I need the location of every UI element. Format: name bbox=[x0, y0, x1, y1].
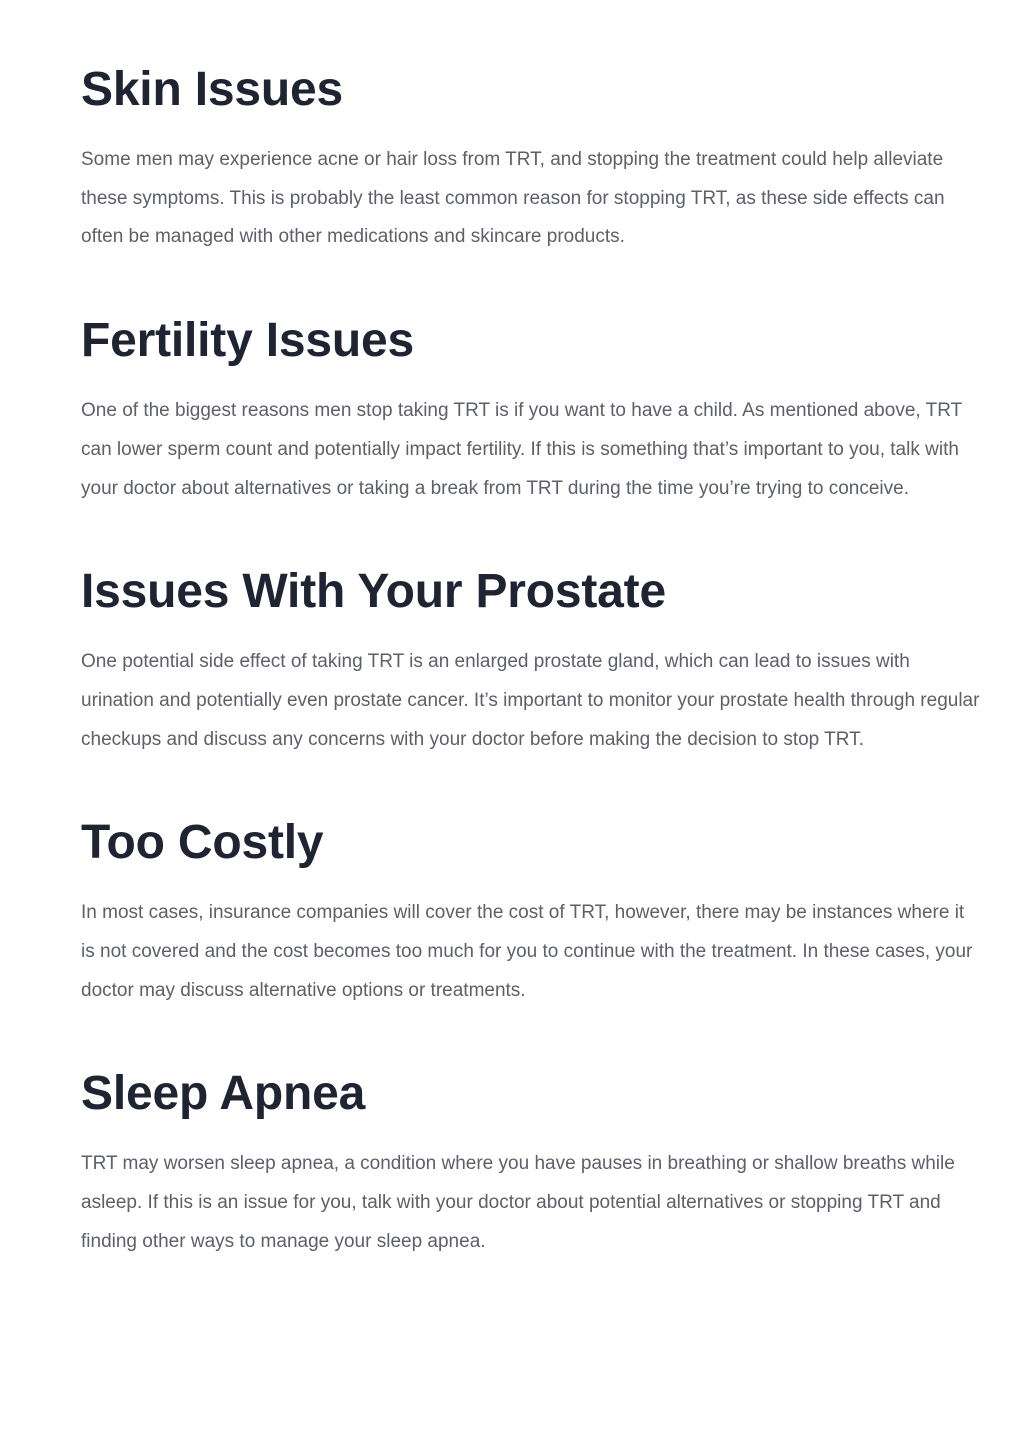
section-paragraph: In most cases, insurance companies will cover the cost of TRT, however, there may be instances where it is not covered and the cost becomes too much for you to continue with the treatment. In these cases, your doctor may discuss alternative options or treatments. bbox=[81, 902, 973, 1001]
section-heading: Fertility Issues bbox=[81, 314, 414, 368]
section-skin-issues bbox=[81, 52, 981, 257]
section-prostate-issues bbox=[81, 554, 981, 759]
article-content bbox=[81, 52, 981, 1262]
section-heading: Skin Issues bbox=[81, 63, 343, 116]
section-too-costly bbox=[81, 805, 981, 1010]
section-heading: Issues With Your Prostate bbox=[81, 565, 666, 619]
section-fertility-issues bbox=[81, 303, 981, 508]
section-heading: Sleep Apnea bbox=[81, 1067, 366, 1121]
section-paragraph: TRT may worsen sleep apnea, a condition where you have pauses in breathing or shallow breaths while asleep. If this is an issue for you, talk with your doctor about potential alternatives or stopping TRT and finding other ways to manage your sleep apnea. bbox=[81, 1153, 955, 1252]
section-sleep-apnea bbox=[81, 1056, 981, 1261]
section-paragraph: Some men may experience acne or hair loss from TRT, and stopping the treatment could help alleviate these symptoms. This is probably the least common reason for stopping TRT, as these side effects can often be managed with other medications and skincare products. bbox=[81, 149, 945, 248]
section-paragraph: One of the biggest reasons men stop taking TRT is if you want to have a child. As mentioned above, TRT can lower sperm count and potentially impact fertility. If this is something that’s important to you, talk with your doctor about alternatives or taking a break from TRT during the time you’re trying to conceive. bbox=[81, 400, 962, 499]
section-heading: Too Costly bbox=[81, 816, 324, 870]
section-paragraph: One potential side effect of taking TRT is an enlarged prostate gland, which can lead to issues with urination and potentially even prostate cancer. It’s important to monitor your prostate health through regular checkups and discuss any concerns with your doctor before making the decision to stop TRT. bbox=[81, 651, 980, 750]
